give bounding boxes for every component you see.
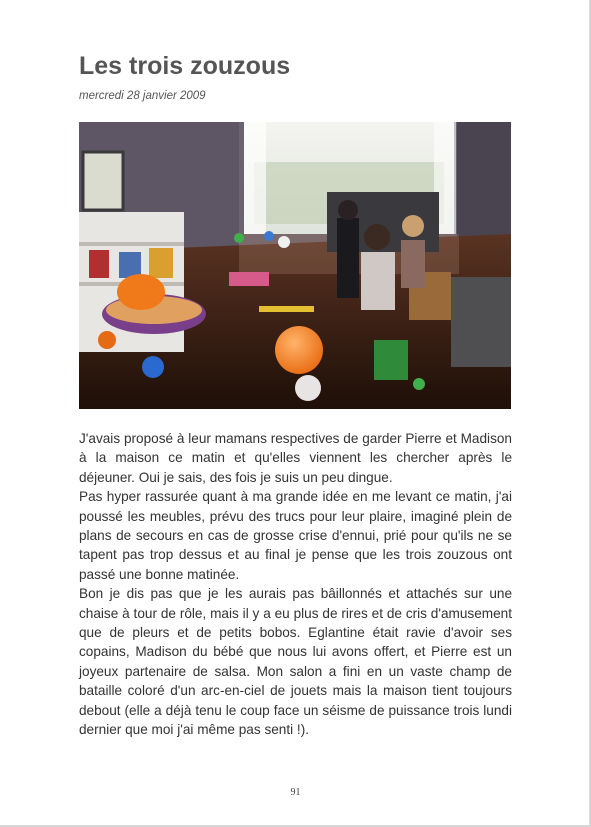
paragraph: J'avais proposé à leur mamans respectives de garder Pierre et Madison à la maison ce matin et qu'elles viennent les chercher après le déjeuner. Oui je sais, des fois je suis un peu dingue. [79, 431, 512, 485]
page-title: Les trois zouzous [79, 52, 291, 80]
paragraph: Bon je dis pas que je les aurais pas bâillonnés et attachés sur une chaise à tour de rôle, mais il y a eu plus de rires et de cris d'amusement que de pleurs et de petits bobos. Eglantine était ravie d'avoir ses copains, Madison du bébé que nous lui avons offert, et Pierre est un joyeux partenaire de salsa. Mon salon a fini en un vaste champ de bataille coloré d'un arc-en-ciel de jouets mais la maison tient toujours debout (elle a déjà tenu le coup face un séisme de puissance trois lundi dernier que moi j'ai même pas senti !). [79, 586, 512, 738]
article-body [79, 429, 512, 740]
family-room-photo [79, 122, 511, 409]
post-date: mercredi 28 janvier 2009 [79, 90, 206, 102]
page-number: 91 [290, 787, 301, 798]
paragraph: Pas hyper rassurée quant à ma grande idée en me levant ce matin, j'ai poussé les meubles, prévu des trucs pour leur plaire, imaginé plein de plans de secours en cas de grosse crise d'ennui, prié pour qu'ils ne se tapent pas trop dessus et au final je pense que les trois zouzous ont passé une bonne matinée. [79, 489, 512, 582]
